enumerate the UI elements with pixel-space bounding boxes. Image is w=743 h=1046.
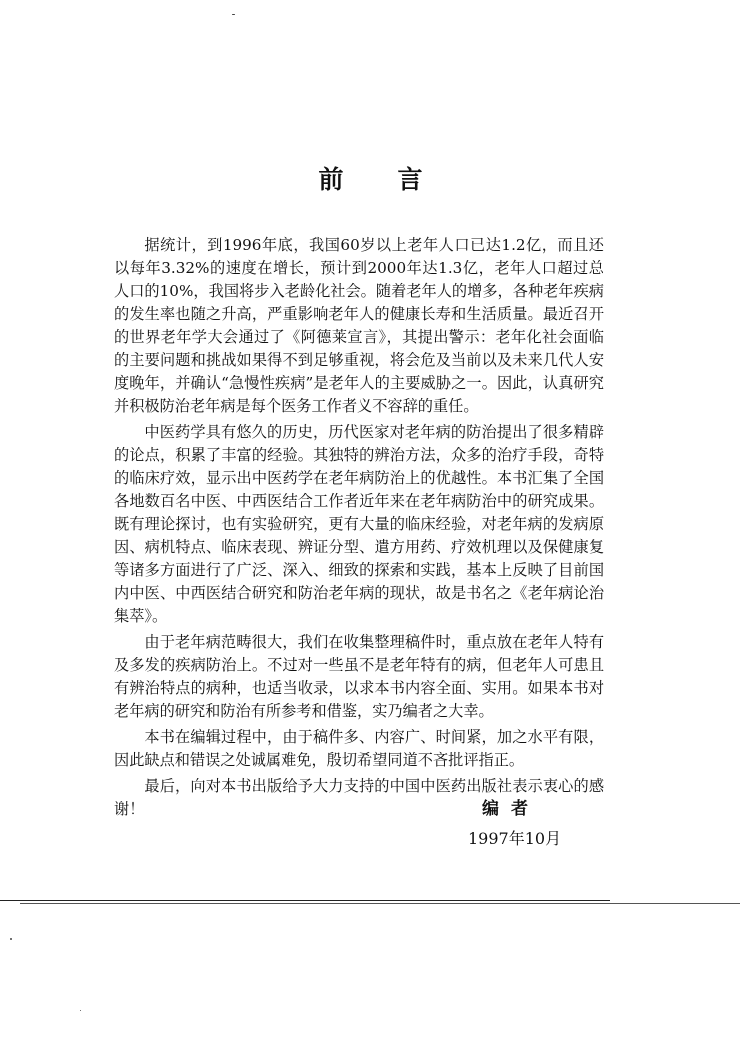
paragraph-3: 由于老年病范畴很大，我们在收集整理稿件时，重点放在老年人特有及多发的疾病防治上。不过对一些虽不是老年特有的病，但老年人可患且有辨治特点的病种，也适当收录，以求本书内容全面、实用。如果本书对老年病的研究和防治有所参考和借鉴，实乃编者之大幸。: [114, 633, 604, 720]
scan-speck: [232, 14, 235, 15]
paragraph-2: 中医药学具有悠久的历史，历代医家对老年病的防治提出了很多精辟的论点，积累了丰富的经验。其独特的辨治方法，众多的治疗手段，奇特的临床疗效，显示出中医药学在老年病防治上的优越性。本书汇集了全国各地数百名中医、中西医结合工作者近年来在老年病防治中的研究成果。既有理论探讨，也有实验研究，更有大量的临床经验，对老年病的发病原因、病机特点、临床表现、辨证分型、遣方用药、疗效机理以及保健康复等诸多方面进行了广泛、深入、细致的探索和实践，基本上反映了目前国内中医、中西医结合研究和防治老年病的现状，故是书名之《老年病论治集萃》。: [114, 423, 604, 625]
preface-body: [114, 234, 604, 824]
signature-editor: 编者: [482, 799, 540, 819]
paragraph-5: 最后，向对本书出版给予大力支持的中国中医药出版社表示衷心的感谢！: [114, 777, 604, 818]
paragraph-4: 本书在编辑过程中，由于稿件多、内容广、时间紧，加之水平有限，因此缺点和错误之处诚属难免，殷切希望同道不吝批评指正。: [114, 728, 604, 769]
paragraph-1: 据统计，到1996年底，我国60岁以上老年人口已达1.2亿，而且还以每年3.32%的速度在增长，预计到2000年达1.3亿，老年人口超过总人口的10%，我国将步入老龄化社会。随着老年人的增多，各种老年疾病的发生率也随之升高，严重影响老年人的健康长寿和生活质量。最近召开的世界老年学大会通过了《阿德莱宣言》，其提出警示：老年化社会面临的主要问题和挑战如果得不到足够重视，将会危及当前以及未来几代人安度晚年，并确认“急慢性疾病”是老年人的主要威胁之一。因此，认真研究并积极防治老年病是每个医务工作者义不容辞的重任。: [114, 236, 604, 415]
page-divider-line-secondary: [20, 903, 740, 904]
scan-speck: [10, 938, 12, 940]
page-divider-line: [0, 900, 610, 901]
title-char-2: 言: [397, 165, 425, 194]
signature-date: 1997年10月: [468, 829, 562, 848]
title-char-1: 前: [318, 165, 346, 194]
page-title: [0, 160, 743, 196]
scan-speck: [80, 1010, 81, 1011]
